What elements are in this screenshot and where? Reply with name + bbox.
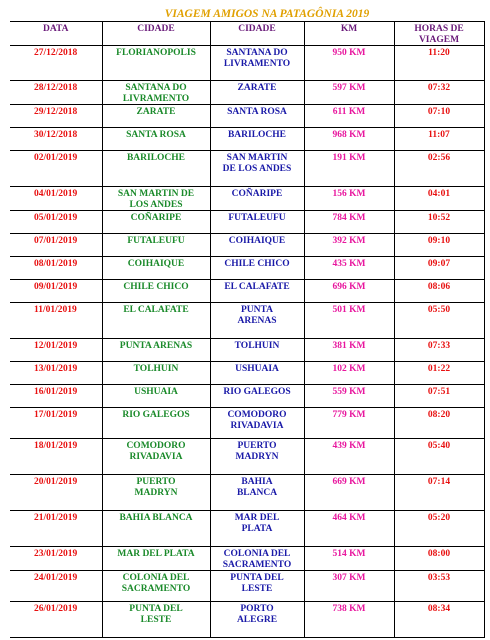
date-cell: 23/01/2019 [10,547,102,571]
city-to-cell: COIHAIQUE [210,234,304,257]
km-cell: 514 KM [304,547,394,571]
hours-cell: 07:10 [394,105,484,128]
city-from-cell: ZARATE [102,105,210,128]
table-row [10,362,484,385]
header-city-from: CIDADE [102,22,210,46]
date-cell: 13/01/2019 [10,362,102,385]
city-from-cell: TOLHUIN [102,362,210,385]
date-cell: 24/01/2019 [10,571,102,602]
km-cell: 669 KM [304,475,394,511]
hours-cell: 01:22 [394,362,484,385]
hours-cell: 09:07 [394,257,484,280]
date-cell: 20/01/2019 [10,475,102,511]
city-to-cell: MAR DEL PLATA [210,511,304,547]
km-cell: 156 KM [304,187,394,211]
city-from-cell: COÑARIPE [102,211,210,234]
page-title: VIAGEM AMIGOS NA PATAGÔNIA 2019 [164,8,370,20]
hours-cell: 05:40 [394,439,484,475]
city-from-cell: FLORIANOPOLIS [102,46,210,81]
city-from-cell: COLONIA DEL SACRAMENTO [102,571,210,602]
date-cell: 30/12/2018 [10,128,102,151]
city-to-cell: PUNTA DEL LESTE [210,571,304,602]
date-cell: 08/01/2019 [10,257,102,280]
city-from-cell: COMODORO RIVADAVIA [102,439,210,475]
km-cell: 968 KM [304,128,394,151]
city-to-cell: COLONIA DEL SACRAMENTO [210,547,304,571]
city-to-cell: SANTANA DO LIVRAMENTO [210,46,304,81]
date-cell: 28/12/2018 [10,81,102,105]
table-header-row [10,22,484,46]
table-row [10,234,484,257]
header-km: KM [304,22,394,46]
hours-cell: 05:50 [394,303,484,339]
city-from-cell: CHILE CHICO [102,280,210,303]
header-date: DATA [10,22,102,46]
city-from-cell: BAHIA BLANCA [102,511,210,547]
hours-cell: 05:20 [394,511,484,547]
city-to-cell: COÑARIPE [210,187,304,211]
city-to-cell: USHUAIA [210,362,304,385]
city-from-cell: SANTANA DO LIVRAMENTO [102,81,210,105]
city-to-cell: FUTALEUFU [210,211,304,234]
city-to-cell: BAHIA BLANCA [210,475,304,511]
itinerary-table [10,21,485,638]
km-cell: 559 KM [304,385,394,408]
km-cell: 779 KM [304,408,394,439]
hours-cell: 07:33 [394,339,484,362]
date-cell: 09/01/2019 [10,280,102,303]
km-cell: 439 KM [304,439,394,475]
km-cell: 381 KM [304,339,394,362]
hours-cell: 08:06 [394,280,484,303]
date-cell: 16/01/2019 [10,385,102,408]
date-cell: 27/12/2018 [10,46,102,81]
city-to-cell: TOLHUIN [210,339,304,362]
hours-cell: 09:10 [394,234,484,257]
table-row [10,475,484,511]
table-row [10,128,484,151]
table-row [10,46,484,81]
date-cell: 11/01/2019 [10,303,102,339]
date-cell: 26/01/2019 [10,602,102,638]
hours-cell: 02:56 [394,151,484,187]
city-to-cell: PORTO ALEGRE [210,602,304,638]
date-cell: 02/01/2019 [10,151,102,187]
city-to-cell: ZARATE [210,81,304,105]
km-cell: 435 KM [304,257,394,280]
city-to-cell: COMODORO RIVADAVIA [210,408,304,439]
km-cell: 464 KM [304,511,394,547]
table-row [10,280,484,303]
hours-cell: 07:14 [394,475,484,511]
hours-cell: 07:51 [394,385,484,408]
table-row [10,385,484,408]
city-to-cell: EL CALAFATE [210,280,304,303]
hours-cell: 07:32 [394,81,484,105]
table-row [10,211,484,234]
date-cell: 17/01/2019 [10,408,102,439]
table-row [10,339,484,362]
hours-cell: 11:07 [394,128,484,151]
table-body [10,46,484,638]
table-row [10,439,484,475]
hours-cell: 03:53 [394,571,484,602]
table-row [10,257,484,280]
table-row [10,408,484,439]
km-cell: 102 KM [304,362,394,385]
hours-cell: 08:34 [394,602,484,638]
table-row [10,571,484,602]
hours-cell: 08:20 [394,408,484,439]
table-row [10,105,484,128]
city-from-cell: COIHAIQUE [102,257,210,280]
city-from-cell: BARILOCHE [102,151,210,187]
hours-cell: 11:20 [394,46,484,81]
city-from-cell: SANTA ROSA [102,128,210,151]
table-row [10,511,484,547]
document-page [10,8,484,638]
hours-cell: 10:52 [394,211,484,234]
city-to-cell: PUNTA ARENAS [210,303,304,339]
city-from-cell: RIO GALEGOS [102,408,210,439]
km-cell: 392 KM [304,234,394,257]
km-cell: 738 KM [304,602,394,638]
city-from-cell: SAN MARTIN DE LOS ANDES [102,187,210,211]
city-to-cell: PUERTO MADRYN [210,439,304,475]
date-cell: 07/01/2019 [10,234,102,257]
table-row [10,547,484,571]
date-cell: 05/01/2019 [10,211,102,234]
city-from-cell: PUNTA ARENAS [102,339,210,362]
km-cell: 950 KM [304,46,394,81]
km-cell: 307 KM [304,571,394,602]
city-from-cell: PUNTA DEL LESTE [102,602,210,638]
hours-cell: 04:01 [394,187,484,211]
km-cell: 784 KM [304,211,394,234]
km-cell: 597 KM [304,81,394,105]
km-cell: 501 KM [304,303,394,339]
date-cell: 12/01/2019 [10,339,102,362]
city-from-cell: FUTALEUFU [102,234,210,257]
table-row [10,602,484,638]
date-cell: 29/12/2018 [10,105,102,128]
city-to-cell: BARILOCHE [210,128,304,151]
date-cell: 21/01/2019 [10,511,102,547]
city-to-cell: SANTA ROSA [210,105,304,128]
table-row [10,151,484,187]
km-cell: 696 KM [304,280,394,303]
km-cell: 191 KM [304,151,394,187]
header-hours: HORAS DE VIAGEM [394,22,484,46]
hours-cell: 08:00 [394,547,484,571]
city-to-cell: RIO GALEGOS [210,385,304,408]
city-to-cell: CHILE CHICO [210,257,304,280]
city-from-cell: MAR DEL PLATA [102,547,210,571]
table-row [10,81,484,105]
table-row [10,187,484,211]
km-cell: 611 KM [304,105,394,128]
city-from-cell: PUERTO MADRYN [102,475,210,511]
date-cell: 04/01/2019 [10,187,102,211]
table-row [10,303,484,339]
header-city-to: CIDADE [210,22,304,46]
city-from-cell: USHUAIA [102,385,210,408]
city-to-cell: SAN MARTIN DE LOS ANDES [210,151,304,187]
city-from-cell: EL CALAFATE [102,303,210,339]
date-cell: 18/01/2019 [10,439,102,475]
